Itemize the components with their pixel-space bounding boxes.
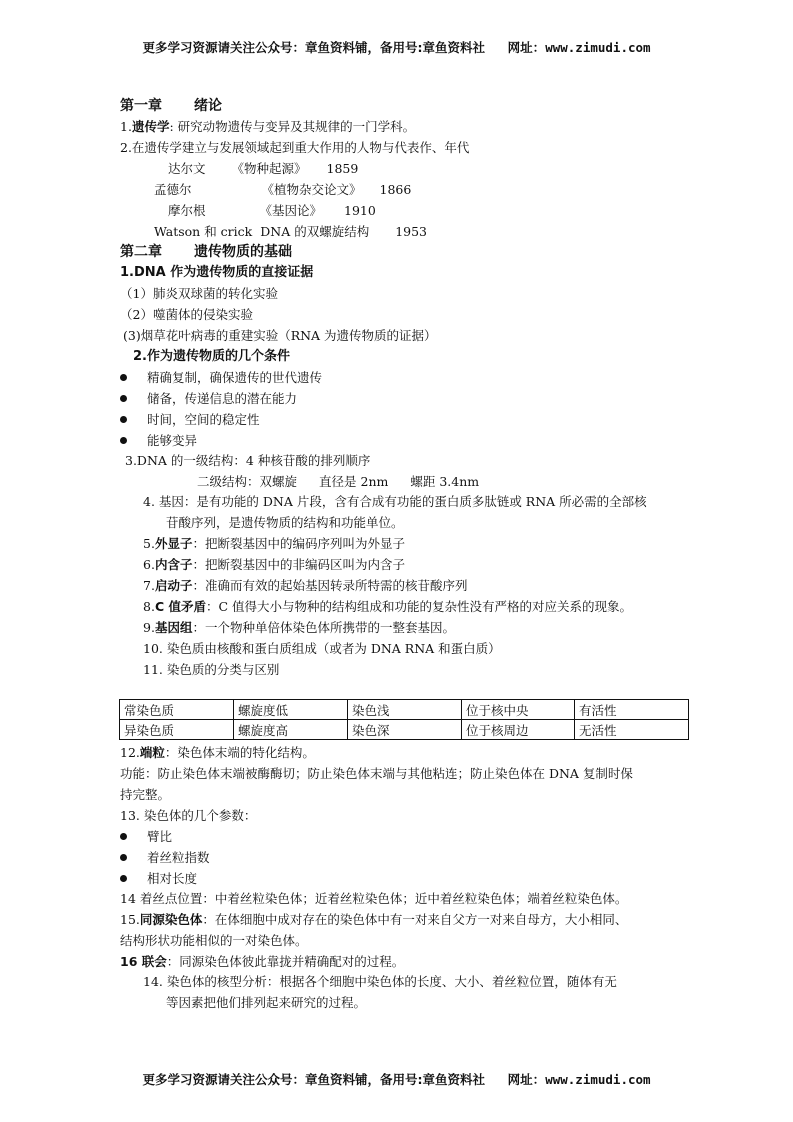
- item-number: 1.: [120, 119, 132, 134]
- section1-item: （2）噬菌体的侵染实验: [120, 307, 253, 322]
- condition-item: 储备，传递信息的潜在能力: [147, 391, 298, 406]
- bullet-icon: [120, 416, 127, 423]
- secondary-label: 二级结构：双螺旋: [197, 474, 298, 489]
- banner-url[interactable]: www.zimudi.com: [545, 1072, 651, 1087]
- table-cell: 位于核中央: [462, 700, 575, 720]
- definition: ：把断裂基因中的非编码区叫为内含子: [192, 557, 405, 572]
- section10-chromatin-composition: 10. 染色质由核酸和蛋白质组成（或者为 DNA RNA 和蛋白质）: [143, 641, 501, 656]
- banner-url-label: 网址：: [507, 1072, 546, 1087]
- section14b-karyotype-line1: 14. 染色体的核型分析：根据各个细胞中染色体的长度、大小、着丝粒位置，随体有无: [143, 974, 617, 989]
- chapter2-number: 第二章: [120, 244, 162, 260]
- person-row-morgan: [168, 202, 376, 220]
- term-intron: 内含子: [154, 557, 193, 572]
- ch1-item2: 2.在遗传学建立与发展领域起到重大作用的人物与代表作、年代: [120, 140, 470, 155]
- person-name: 孟德尔: [154, 182, 192, 197]
- bullet-icon: [120, 374, 127, 381]
- term-genome: 基因组: [154, 620, 193, 635]
- section13-parameters: 13. 染色体的几个参数：: [120, 808, 257, 823]
- table-cell: 常染色质: [120, 700, 234, 720]
- item-number: 9.: [143, 620, 155, 635]
- chapter1-number: 第一章: [120, 98, 162, 114]
- term-homologous-chromosome: 同源染色体: [139, 912, 203, 927]
- item-number: 15.: [120, 912, 140, 927]
- section4-gene-line1: 4. 基因：是有功能的 DNA 片段，含有合成有功能的蛋白质多肽链或 RNA 所必需的全部核: [143, 494, 647, 509]
- definition: ：C 值得大小与物种的结构组成和功能的复杂性没有严格的对应关系的现象。: [205, 599, 633, 614]
- item-number: 5.: [143, 536, 155, 551]
- banner-text: 更多学习资源请关注公众号：章鱼资料铺，备用号:章鱼资料社: [142, 1072, 485, 1087]
- parameter-item: 臂比: [147, 829, 173, 844]
- definition: ：把断裂基因中的编码序列叫为外显子: [192, 536, 405, 551]
- table-cell: 螺旋度高: [234, 720, 348, 740]
- section1-item: （1）肺炎双球菌的转化实验: [120, 286, 278, 301]
- chapter2-heading: [120, 243, 292, 261]
- term-c-value-paradox: C 值矛盾: [154, 599, 206, 614]
- person-year: 1910: [344, 203, 376, 218]
- table-cell: 异染色质: [120, 720, 234, 740]
- parameter-item: 相对长度: [147, 871, 198, 886]
- section1-heading: 1.DNA 作为遗传物质的直接证据: [120, 265, 314, 280]
- section11-chromatin-classification: 11. 染色质的分类与区别: [143, 662, 280, 677]
- section12-telomere: [120, 744, 315, 762]
- item-number: 12.: [120, 745, 140, 760]
- telomere-function-line1: 功能：防止染色体末端被酶酶切；防止染色体末端与其他粘连；防止染色体在 DNA 复制时保: [120, 766, 633, 781]
- term-telomere: 端粒: [139, 745, 165, 760]
- person-year: 1859: [326, 161, 359, 176]
- person-work: 《物种起源》: [231, 161, 307, 176]
- table-cell: 位于核周边: [462, 720, 575, 740]
- section5-exon: [143, 535, 405, 553]
- definition: ：同源染色体彼此靠拢并精确配对的过程。: [166, 954, 405, 969]
- chapter1-heading: [120, 97, 222, 115]
- section1-item: (3)烟草花叶病毒的重建实验（RNA 为遗传物质的证据）: [123, 328, 437, 343]
- term-genetics: 遗传学: [131, 119, 170, 134]
- term-promoter: 启动子: [154, 578, 193, 593]
- section14b-karyotype-line2: 等因素把他们排列起来研究的过程。: [166, 995, 367, 1010]
- definition: ：一个物种单倍体染色体所携带的一整套基因。: [192, 620, 455, 635]
- footer-banner: [0, 1070, 793, 1088]
- section15-homologous-line1: [120, 911, 627, 929]
- section15-homologous-line2: 结构形状功能相似的一对染色体。: [120, 933, 308, 948]
- bullet-icon: [120, 437, 127, 444]
- condition-item: 精确复制，确保遗传的世代遗传: [147, 370, 323, 385]
- table-row: [120, 720, 689, 740]
- table-cell: 无活性: [575, 720, 689, 740]
- person-name: 摩尔根: [168, 203, 206, 218]
- section9-genome: [143, 619, 455, 637]
- definition: ：在体细胞中成对存在的染色体中有一对来自父方一对来自母方，大小相同、: [202, 912, 628, 927]
- section2-heading: 2.作为遗传物质的几个条件: [133, 349, 290, 364]
- bullet-icon: [120, 395, 127, 402]
- bullet-icon: [120, 875, 127, 882]
- person-work: 《基因论》: [259, 203, 323, 218]
- term-synapsis: 16 联会: [120, 954, 167, 969]
- bullet-icon: [120, 833, 127, 840]
- chapter2-title: 遗传物质的基础: [194, 244, 292, 260]
- person-row-mendel: [154, 181, 411, 199]
- person-work: 《植物杂交论文》: [261, 182, 362, 197]
- section3-primary-structure: 3.DNA 的一级结构：4 种核苷酸的排列顺序: [125, 453, 371, 468]
- banner-url[interactable]: www.zimudi.com: [545, 40, 651, 55]
- section8-c-value-paradox: [143, 598, 632, 616]
- banner-text: 更多学习资源请关注公众号：章鱼资料铺，备用号:章鱼资料社: [142, 40, 485, 55]
- header-banner: [0, 38, 793, 56]
- banner-url-label: 网址：: [507, 40, 546, 55]
- table-cell: 染色浅: [348, 700, 462, 720]
- item-number: 8.: [143, 599, 155, 614]
- section14-centromere-position: 14 着丝点位置：中着丝粒染色体；近着丝粒染色体；近中着丝粒染色体；端着丝粒染色体。: [120, 891, 628, 906]
- section6-intron: [143, 556, 405, 574]
- parameter-item: 着丝粒指数: [147, 850, 210, 865]
- section7-promoter: [143, 577, 467, 595]
- ch1-item1: [120, 118, 415, 136]
- table-cell: 有活性: [575, 700, 689, 720]
- item-number: 7.: [143, 578, 155, 593]
- person-row-darwin: [168, 160, 358, 178]
- definition: ：染色体末端的特化结构。: [164, 745, 315, 760]
- definition: : 研究动物遗传与变异及其规律的一门学科。: [169, 119, 416, 134]
- section4-gene-line2: 苷酸序列，是遗传物质的结构和功能单位。: [166, 515, 404, 530]
- helix-pitch: 螺距 3.4nm: [410, 474, 480, 489]
- bullet-icon: [120, 854, 127, 861]
- term-exon: 外显子: [154, 536, 193, 551]
- chapter1-title: 绪论: [194, 98, 222, 114]
- person-name: Watson 和 crick: [154, 224, 253, 239]
- section16-synapsis: [120, 953, 404, 971]
- condition-item: 时间，空间的稳定性: [147, 412, 260, 427]
- helix-diameter: 直径是 2nm: [319, 474, 389, 489]
- condition-item: 能够变异: [147, 433, 198, 448]
- person-row-watson-crick: [154, 223, 427, 241]
- table-row: [120, 700, 689, 720]
- chromatin-table: [119, 699, 689, 740]
- item-number: 6.: [143, 557, 155, 572]
- table-cell: 染色深: [348, 720, 462, 740]
- table-cell: 螺旋度低: [234, 700, 348, 720]
- definition: ：准确而有效的起始基因转录所特需的核苷酸序列: [192, 578, 468, 593]
- person-year: 1953: [395, 224, 428, 239]
- telomere-function-line2: 持完整。: [120, 787, 171, 802]
- person-name: 达尔文: [168, 161, 206, 176]
- person-year: 1866: [379, 182, 412, 197]
- person-work: DNA 的双螺旋结构: [260, 224, 370, 239]
- section3-secondary-structure: [197, 473, 479, 491]
